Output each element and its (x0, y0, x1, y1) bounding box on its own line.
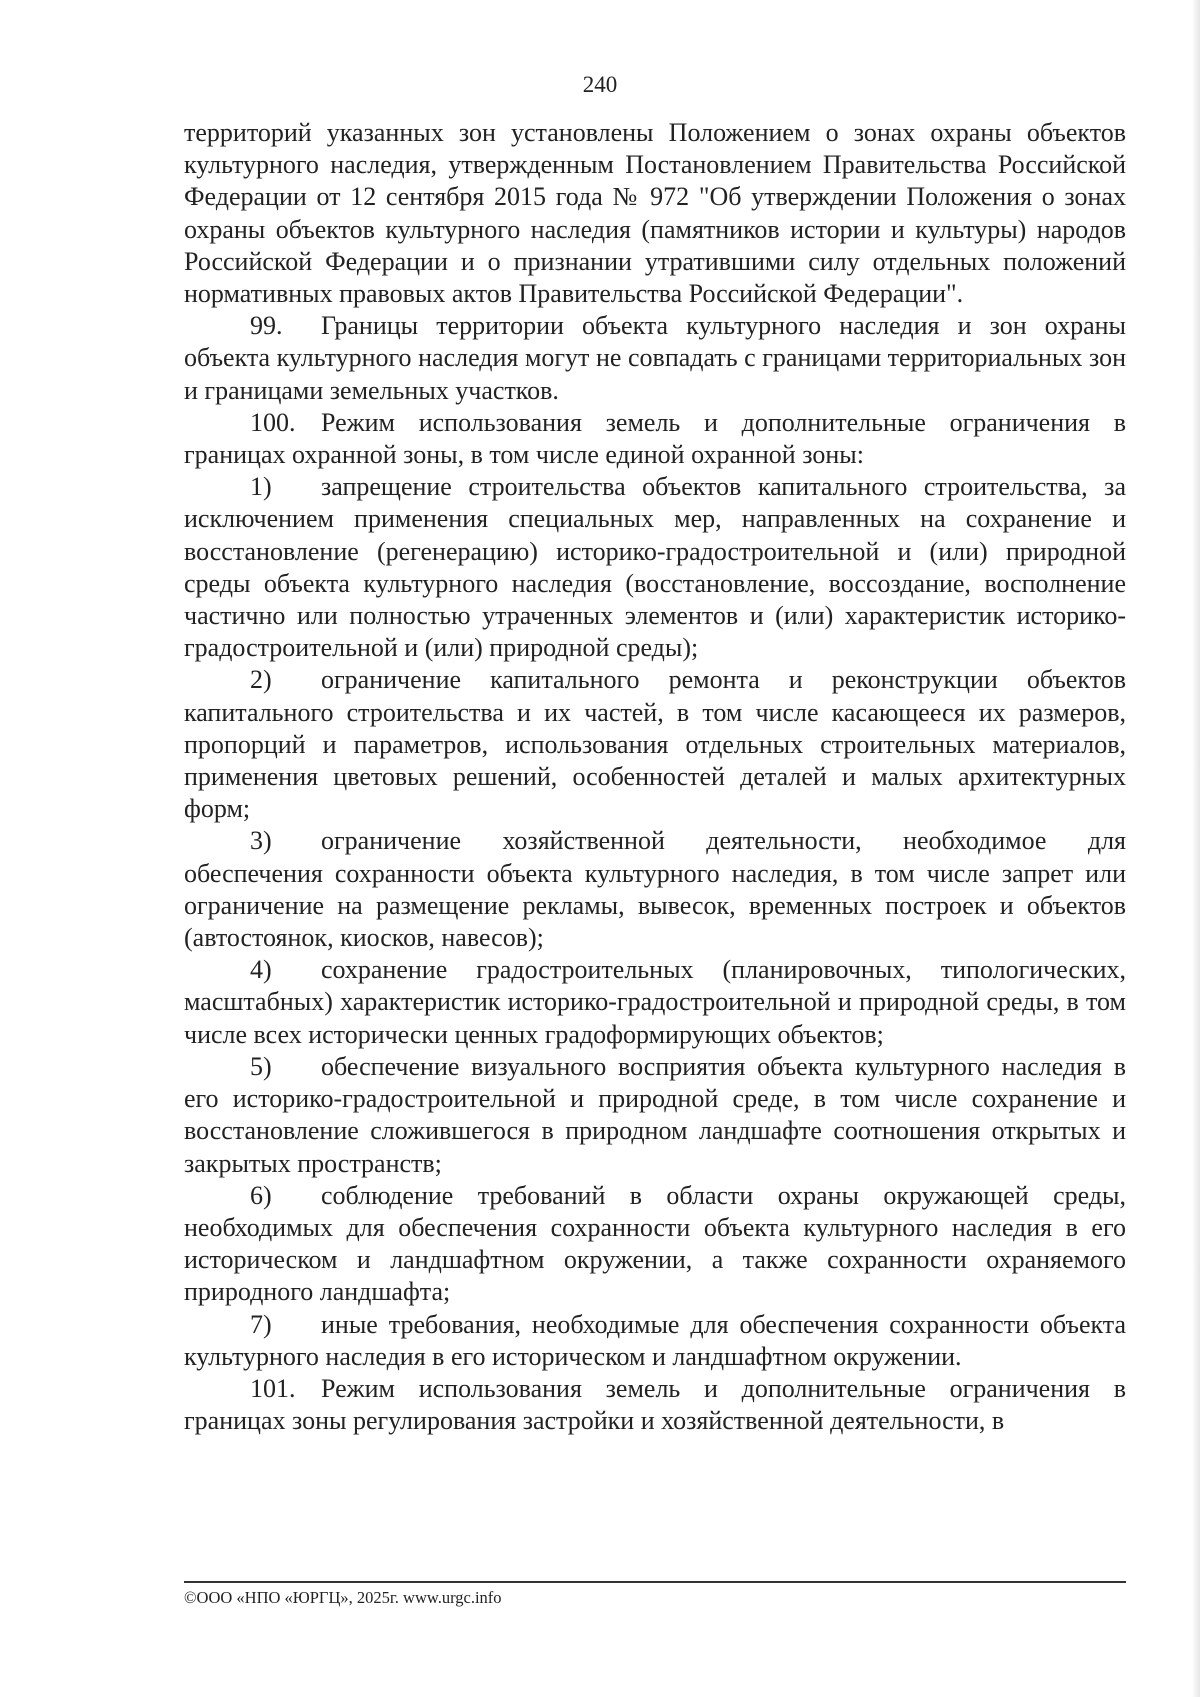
list-item-number: 2) (250, 665, 272, 695)
paragraph-text: территорий указанных зон установлены Положением о зонах охраны объектов культурного наследия, утвержденным Постановлением Правительства Российской Федерации от 12 сентября 2015 года № 972 "Об утверждении Положения о зонах охраны объектов культурного наследия (памятников истории и культуры) народов Российской Федерации и о признании утратившими силу отдельных положений нормативных правовых актов Правительства Российской Федерации". (184, 118, 1126, 309)
list-item-text: ограничение хозяйственной деятельности, необходимое для обеспечения сохранности объекта культурного наследия, в том числе запрет или ограничение на размещение рекламы, вывесок, временных построек и объектов (автостоянок, киосков, навесов); (184, 826, 1126, 953)
list-item-5 (184, 1051, 1126, 1180)
list-item-3 (184, 825, 1126, 954)
paragraph-text: Режим использования земель и дополнительные ограничения в границах зоны регулирования застройки и хозяйственной деятельности, в (184, 1373, 1126, 1436)
paragraph-99 (184, 310, 1126, 407)
list-item-text: иные требования, необходимые для обеспечения сохранности объекта культурного наследия в его историческом и ландшафтном окружении. (184, 1309, 1126, 1371)
list-item-text: обеспечение визуального восприятия объекта культурного наследия в его историко-градостроительной и природной среде, в том числе сохранение и восстановление сложившегося в природном ландшафте соотношения открытых и закрытых пространств; (184, 1051, 1126, 1178)
list-item-number: 4) (250, 955, 272, 985)
list-item-number: 3) (250, 826, 272, 856)
list-item-number: 6) (250, 1180, 272, 1210)
paragraph-101 (184, 1373, 1126, 1437)
footer-divider (184, 1581, 1126, 1583)
page-number: 240 (582, 72, 618, 97)
footer-copyright: ©ООО «НПО «ЮРГЦ», 2025г. www.urgc.info (184, 1588, 502, 1607)
list-item-number: 1) (250, 472, 272, 502)
paragraph-number: 100. (250, 407, 296, 437)
list-item-1 (184, 471, 1126, 664)
list-item-number: 7) (250, 1309, 272, 1339)
paragraph-text: Режим использования земель и дополнительные ограничения в границах охранной зоны, в том числе единой охранной зоны: (184, 407, 1126, 470)
list-item-6 (184, 1180, 1126, 1309)
scan-edge-shadow (1192, 0, 1200, 1697)
list-item-text: соблюдение требований в области охраны окружающей среды, необходимых для обеспечения сохранности объекта культурного наследия в его историческом и ландшафтном окружении, а также сохранности охраняемого природного ландшафта; (184, 1180, 1126, 1307)
list-item-text: сохранение градостроительных (планировочных, типологических, масштабных) характеристик историко-градостроительной и природной среды, в том числе всех исторически ценных градоформирующих объектов; (184, 955, 1126, 1049)
list-item-7 (184, 1309, 1126, 1373)
paragraph-number: 99. (250, 311, 283, 341)
list-item-number: 5) (250, 1051, 272, 1081)
document-body (184, 117, 1126, 1437)
paragraph-100 (184, 407, 1126, 471)
list-item-text: запрещение строительства объектов капитального строительства, за исключением применения специальных мер, направленных на сохранение и восстановление (регенерацию) историко-градостроительной и (или) природной среды объекта культурного наследия (восстановление, воссоздание, восполнение частично или полностью утраченных элементов и (или) характеристик историко-градостроительной и (или) природной среды); (184, 472, 1126, 663)
list-item-2 (184, 664, 1126, 825)
paragraph-number: 101. (250, 1373, 296, 1403)
list-item-text: ограничение капитального ремонта и реконструкции объектов капитального строительства и их частей, в том числе касающееся их размеров, пропорций и параметров, использования отдельных строительных материалов, применения цветовых решений, особенностей деталей и малых архитектурных форм; (184, 665, 1126, 824)
paragraph-continuation (184, 117, 1126, 310)
list-item-4 (184, 954, 1126, 1051)
paragraph-text: Границы территории объекта культурного наследия и зон охраны объекта культурного наследия могут не совпадать с границами территориальных зон и границами земельных участков. (184, 311, 1126, 405)
